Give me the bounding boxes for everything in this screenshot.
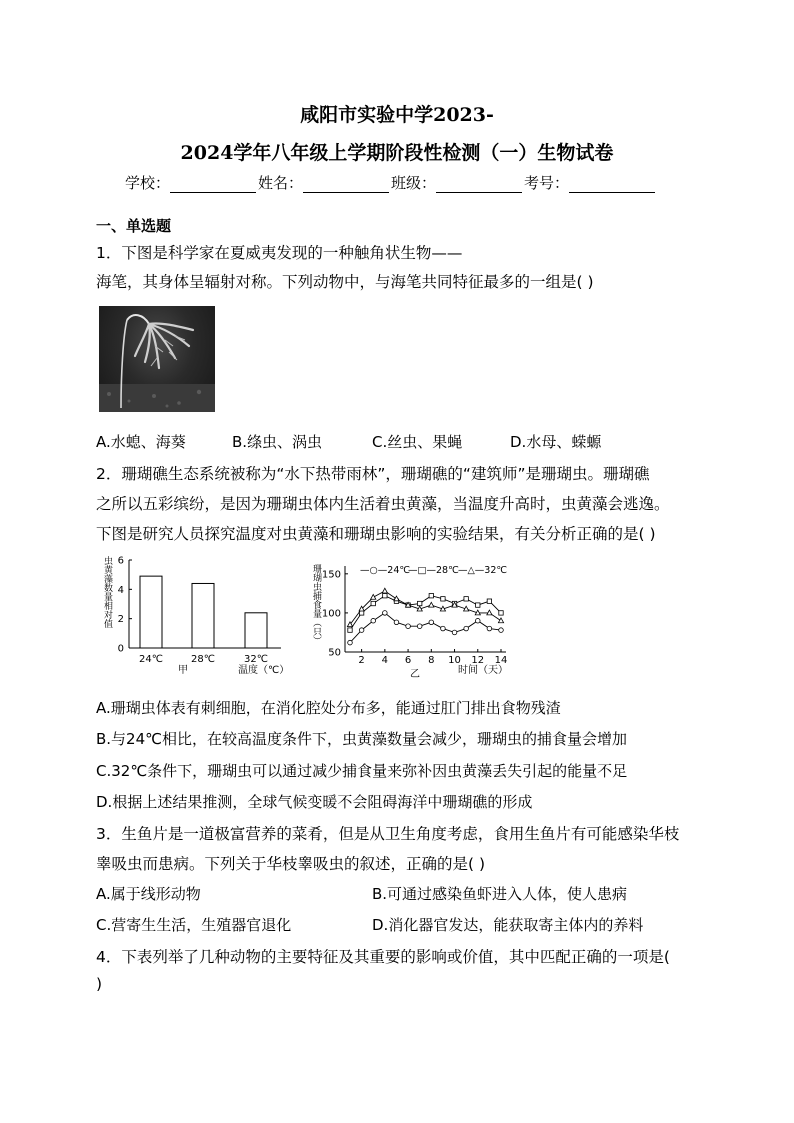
line-series-0-point [359,628,364,633]
line-series-0-point [429,620,434,625]
name-label: 姓名： [258,174,304,192]
q1-stem-line1: 1．下图是科学家在夏威夷发现的一种触角状生物—— [96,244,463,262]
class-label: 班级： [391,174,437,192]
line-series-1-point [464,597,468,601]
line-series-1-point [383,594,387,598]
sea-pen-illustration [99,306,215,412]
line-series-0-point [452,630,457,635]
bar-chart-ytick-label: 4 [117,584,124,596]
line-chart-xtick-label: 6 [404,655,412,666]
chart-line-coral-feeding [308,552,538,687]
line-chart-ylabel: 珊瑚虫捕食量（只） [311,564,321,645]
bar-chart-xlabel: 温度（℃） [238,665,290,676]
line-series-0-point [441,626,446,631]
exam-title-line2: 2024学年八年级上学期阶段性检测（一）生物试卷 [180,142,614,164]
sea-pen-photo [99,306,215,412]
line-series-0 [350,613,501,643]
line-series-0-point [487,626,492,631]
q2-stem-line1: 2．珊瑚礁生态系统被称为“水下热带雨林”，珊瑚礁的“建筑师”是珊瑚虫。珊瑚礁 [96,465,650,483]
line-series-2-point [382,588,387,593]
q3-option-a[interactable]: A.属于线形动物 [96,885,201,903]
line-chart-xlabel: 时间（天） [458,665,508,676]
bar-chart-xtick-label: 24℃ [139,654,163,665]
line-series-0-point [464,626,469,631]
q2-option-b[interactable]: B.与24℃相比，在较高温度条件下，虫黄藻数量会减少，珊瑚虫的捕食量会增加 [96,730,627,748]
line-series-0-point [394,620,399,625]
line-chart-xtick-label: 10 [448,655,461,666]
line-legend-entry-1: —□—28℃ [408,565,459,576]
school-blank[interactable] [170,178,256,193]
line-legend-entry-2: —△—32℃ [458,565,508,576]
bar-chart-ytick-label: 2 [117,614,124,626]
exam-title-line1: 咸阳市实验中学2023- [300,104,494,126]
q3-stem-line1: 3．生鱼片是一道极富营养的菜肴，但是从卫生角度考虑，食用生鱼片有可能感染华枝 [96,825,680,843]
line-chart-xtick-label: 4 [381,655,389,666]
q1-option-a[interactable]: A.水螅、海葵 [96,433,186,451]
line-series-0-point [499,628,504,633]
line-series-1-point [371,601,375,605]
line-series-1-point [429,594,433,598]
line-chart-ytick-label: 50 [328,647,341,659]
q2-option-a[interactable]: A.珊瑚虫体表有刺细胞，在消化腔处分布多，能通过肛门排出食物残渣 [96,699,561,717]
q3-option-b[interactable]: B.可通过感染鱼虾进入人体，使人患病 [372,885,628,903]
bar-chart-ylabel: 虫黄藻数量相对值 [102,556,112,628]
bar-chart-ytick-label: 6 [117,555,124,567]
school-label: 学校： [125,174,171,192]
line-series-2-point [394,596,399,601]
line-legend-entry-0: —○—24℃ [360,565,411,576]
q4-stem-line1: 4．下表列举了几种动物的主要特征及其重要的影响或价值，其中匹配正确的一项是( [96,948,670,966]
q2-option-c[interactable]: C.32℃条件下，珊瑚虫可以通过减少捕食量来弥补因虫黄藻丢失引起的能量不足 [96,762,628,780]
line-series-1-point [499,611,503,615]
q4-stem-line2: ) [96,975,103,993]
class-blank[interactable] [436,178,522,193]
line-chart-xtick-label: 12 [471,655,485,666]
line-series-0-point [417,624,422,629]
line-chart-xtick-label: 14 [494,655,508,666]
q1-option-d[interactable]: D.水母、蝾螈 [510,433,602,451]
student-info-line [125,172,657,193]
name-blank[interactable] [303,178,389,193]
chart-bar-zooxanthellae [96,552,306,687]
line-series-1-point [348,628,352,632]
q2-stem-line3: 下图是研究人员探究温度对虫黄藻和珊瑚虫影响的实验结果，有关分析正确的是( ) [96,525,656,543]
line-series-0-point [406,624,411,629]
line-chart-title: 乙 [410,669,420,680]
q1-option-b[interactable]: B.绦虫、涡虫 [232,433,323,451]
exam-number-blank[interactable] [569,178,655,193]
line-chart-xtick-label: 8 [428,655,435,666]
bar-1 [192,583,214,648]
line-series-2-point [429,602,434,607]
section-title: 一、单选题 [96,217,172,235]
line-series-0-point [475,618,480,623]
exam-number-label: 考号： [524,174,570,192]
line-series-1-point [487,599,491,603]
q1-stem-line2: 海笔，其身体呈辐射对称。下列动物中，与海笔共同特征最多的一组是( ) [96,273,594,291]
line-series-0-point [383,611,388,616]
q3-option-d[interactable]: D.消化器官发达，能获取寄主体内的养料 [372,916,644,934]
line-series-0-point [371,618,376,623]
line-series-1-point [441,597,445,601]
q1-option-c[interactable]: C.丝虫、果蝇 [372,433,463,451]
line-chart-ytick-label: 150 [321,569,341,581]
line-series-2-point [371,594,376,599]
q3-option-c[interactable]: C.营寄生生活，生殖器官退化 [96,916,292,934]
q3-stem-line2: 睾吸虫而患病。下列关于华枝睾吸虫的叙述，正确的是( ) [96,855,486,873]
bar-2 [245,613,267,648]
line-series-1-point [417,601,421,605]
line-series-1-point [476,603,480,607]
q2-option-d[interactable]: D.根据上述结果推测，全球气候变暖不会阻碍海洋中珊瑚礁的形成 [96,793,533,811]
bar-chart-title: 甲 [178,665,188,676]
bar-chart-ytick-label: 0 [117,643,124,655]
line-series-0-point [348,640,353,645]
q2-stem-line2: 之所以五彩缤纷，是因为珊瑚虫体内生活着虫黄藻，当温度升高时，虫黄藻会逃逸。 [96,495,670,513]
bar-chart-xtick-label: 28℃ [191,654,215,665]
line-series-2-point [498,618,503,623]
bar-chart-xtick-label: 32℃ [244,654,268,665]
line-chart-ytick-label: 100 [321,608,341,620]
line-chart-xtick-label: 2 [358,655,365,666]
bar-0 [140,576,162,648]
